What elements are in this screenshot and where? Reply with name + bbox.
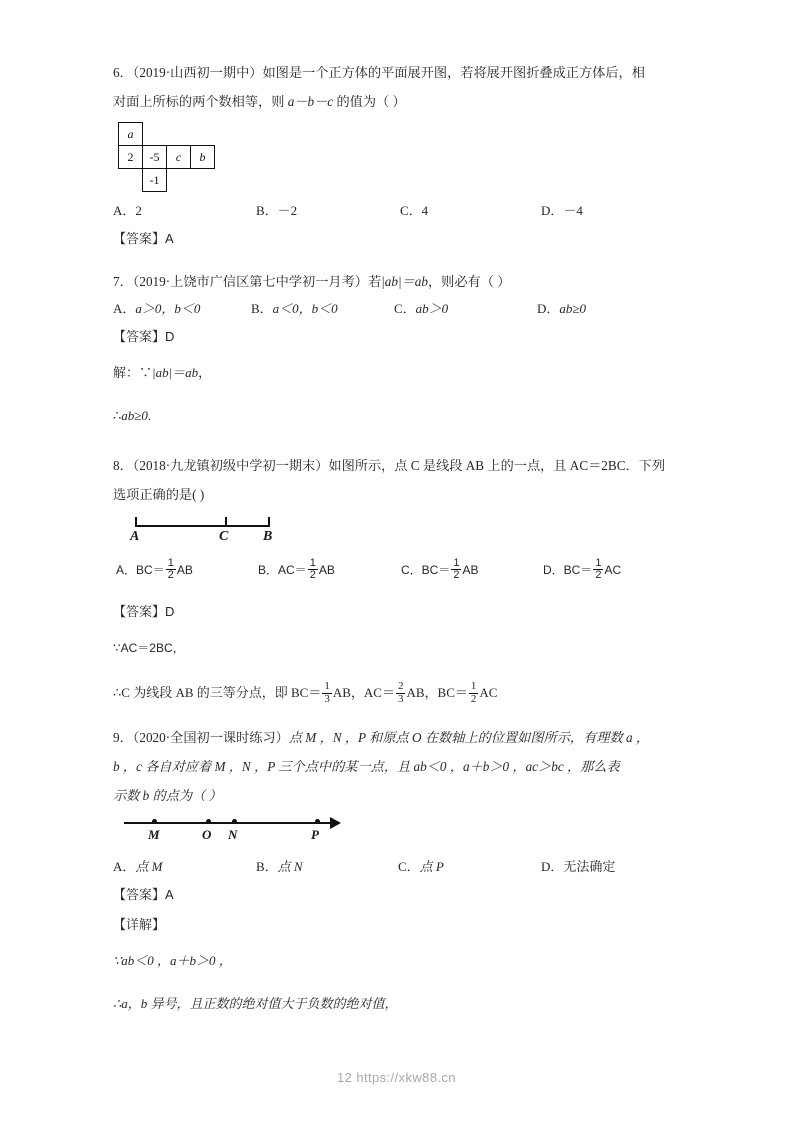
- q7-sol1-post: ，: [198, 365, 212, 380]
- q8-option-c-den: 2: [453, 569, 460, 582]
- segment-label-a: A: [130, 529, 140, 544]
- q7-option-c-key: C．: [394, 301, 416, 316]
- q7-sol2-pre: ∴: [113, 408, 122, 423]
- q7-answer-label: 【答案】: [113, 329, 166, 344]
- q7-stem: [113, 267, 683, 296]
- number-line-label-n: N: [228, 827, 238, 842]
- number-line-label-m: M: [148, 827, 160, 842]
- q8-sol1-text: ∵AC＝2BC，: [113, 641, 185, 655]
- number-line-arrow-icon: [330, 817, 341, 829]
- q6-option-a-key: A．: [113, 203, 136, 218]
- q9-option-b[interactable]: [256, 854, 303, 880]
- q6-option-c-value: 4: [421, 203, 429, 218]
- q8-options: [113, 557, 683, 591]
- q9-option-c-key: C．: [398, 859, 420, 874]
- q9-answer-value: A: [165, 887, 174, 902]
- q7-option-b-value: a＜0，b＜0: [272, 301, 338, 316]
- q7-option-d[interactable]: [537, 296, 586, 322]
- q8-stem-line2: [113, 480, 683, 509]
- q8-sol2-fraction-3: [469, 681, 479, 705]
- q8-sol2-mid1: AB，AC＝: [332, 685, 395, 700]
- q9-option-d[interactable]: [541, 854, 615, 880]
- q8-sol2-end: AC: [479, 685, 498, 700]
- q8-option-d-lhs: BC＝: [563, 563, 593, 577]
- q9-option-c-value: 点 P: [419, 859, 444, 874]
- q8-stem: [113, 451, 683, 480]
- q8-sol2-f2-den: 3: [397, 692, 404, 705]
- q8-sol2-f2-num: 2: [397, 679, 404, 692]
- segment-label-b: B: [263, 529, 273, 544]
- q8-sol2-mid2: AB，BC＝: [406, 685, 468, 700]
- q9-stem-line2: [113, 752, 683, 781]
- q6-stem: [113, 58, 683, 87]
- q6-option-a[interactable]: [113, 198, 142, 224]
- q8-option-d[interactable]: [543, 557, 621, 583]
- cube-cell-row-0: 2: [118, 145, 143, 169]
- q8-sol2-f1-num: 1: [324, 679, 330, 692]
- q9-detail-line1-text: ∵ab＜0 ，a＋b＞0 ，: [113, 953, 232, 968]
- q9-option-b-value: 点 N: [277, 859, 303, 874]
- q9-dot: ．: [119, 730, 133, 745]
- q8-option-d-num: 1: [595, 556, 602, 569]
- q7-dot: ．: [119, 274, 133, 289]
- q6-cube-net-figure: [118, 122, 238, 194]
- q8-sol2-pre: ∴C 为线段 AB 的三等分点，即 BC＝: [113, 685, 322, 700]
- q8-sol2-fraction-2: [396, 681, 406, 705]
- q8-body-line2: 选项正确的是( ): [113, 487, 205, 502]
- q6-option-a-value: 2: [135, 203, 142, 218]
- q6-body-line2b: 的值为（ ）: [333, 94, 406, 109]
- q9-option-b-key: B．: [256, 859, 278, 874]
- q7-option-d-value: ab≥0: [559, 301, 587, 316]
- q9-body-line2: b ，c 各自对应着 M ，N ，P 三个点中的某一点，且 ab＜0 ，a＋b＞0 ，ac＞bc ，那么表: [113, 759, 620, 774]
- q9-option-a-value: 点 M: [135, 859, 163, 874]
- q8-dot: ．: [119, 458, 133, 473]
- q8-option-a-num: 1: [167, 556, 174, 569]
- q7-option-a[interactable]: [113, 296, 200, 322]
- number-line-dot-n: [232, 819, 237, 824]
- question-9: [113, 723, 683, 1019]
- q9-stem: [113, 723, 683, 752]
- q9-option-c[interactable]: [398, 854, 444, 880]
- q9-answer: [113, 880, 683, 910]
- q6-option-b-key: B．: [256, 203, 278, 218]
- q8-answer-label: 【答案】: [113, 604, 166, 619]
- q8-option-c[interactable]: [401, 557, 478, 583]
- q9-source: （2020·全国初一课时练习）: [132, 730, 289, 745]
- cube-cell-row-2: c: [166, 145, 191, 169]
- q9-body-line3: 示数 b 的点为（ ）: [113, 788, 222, 803]
- page-content: [113, 58, 683, 1019]
- q8-option-b[interactable]: [258, 557, 335, 583]
- q9-number-line-figure: [119, 812, 359, 852]
- q8-option-d-rhs: AC: [604, 563, 622, 577]
- q8-body-line1: 如图所示，点 C 是线段 AB 上的一点，且 AC＝2BC．下列: [328, 458, 666, 473]
- spacer-q8-sol2: [113, 663, 683, 676]
- number-line-dot-o: [206, 819, 211, 824]
- question-8: [113, 451, 683, 710]
- q8-option-b-rhs: AB: [318, 563, 335, 577]
- q7-option-a-value: a＞0，b＜0: [135, 301, 201, 316]
- q7-number: 7: [113, 274, 120, 289]
- q6-body-math: a－b－c: [287, 94, 334, 109]
- q7-answer-value: D: [165, 329, 175, 344]
- q9-answer-label: 【答案】: [113, 887, 166, 902]
- segment-tick-c: [225, 517, 227, 527]
- q6-answer-value: A: [165, 231, 174, 246]
- q8-option-b-den: 2: [309, 569, 316, 582]
- q6-answer: [113, 224, 683, 254]
- page-footer: [0, 1070, 793, 1085]
- q9-body-line1: 点 M ，N ，P 和原点 O 在数轴上的位置如图所示，有理数 a ，: [288, 730, 650, 745]
- q6-answer-label: 【答案】: [113, 231, 166, 246]
- q9-option-d-value: 无法确定: [563, 859, 616, 874]
- q6-option-c[interactable]: [400, 198, 428, 224]
- q7-sol2-math: ab≥0: [121, 408, 148, 423]
- q7-source: （2019·上饶市广信区第七中学初一月考）: [132, 274, 368, 289]
- q6-body-line1: 如图是一个正方体的平面展开图，若将展开图折叠成正方体后，相: [262, 65, 645, 80]
- spacer-q7-sol2: [113, 388, 683, 401]
- spacer-after-q6: [113, 254, 683, 267]
- q7-sol1-math: |ab|＝ab: [152, 365, 199, 380]
- q8-option-b-fraction: [308, 558, 318, 582]
- q6-source: （2019·山西初一期中）: [132, 65, 263, 80]
- q7-body-math: |ab|＝ab: [381, 274, 428, 289]
- q8-option-a-lhs: BC＝: [136, 563, 165, 577]
- q8-option-a-rhs: AB: [176, 563, 193, 577]
- q9-detail-label-row: [113, 910, 683, 940]
- q8-answer-value: D: [165, 604, 175, 619]
- q8-option-c-key: C．: [401, 563, 422, 577]
- q7-option-a-key: A．: [113, 301, 136, 316]
- number-line-label-o: O: [202, 827, 212, 842]
- q7-sol2-post: .: [147, 408, 152, 423]
- q8-option-d-fraction: [593, 558, 603, 582]
- q6-option-b-value: －2: [277, 203, 298, 218]
- q8-sol2-f3-den: 2: [470, 692, 477, 705]
- q8-option-b-key: B．: [258, 563, 279, 577]
- q8-sol2-f3-num: 1: [470, 679, 477, 692]
- q8-solution-line-1: [113, 633, 683, 663]
- q7-options: [113, 296, 683, 322]
- segment-line: [135, 525, 270, 527]
- q7-body-b: ，则必有（ ）: [427, 274, 511, 289]
- q9-detail-line2-text: ∴a，b 异号，且正数的绝对值大于负数的绝对值，: [113, 996, 398, 1011]
- question-7: [113, 267, 683, 431]
- q9-detail-line-1: [113, 946, 683, 976]
- cube-cell-bottom: -1: [142, 168, 167, 192]
- q9-detail-label: 【详解】: [113, 917, 166, 932]
- q7-answer: [113, 322, 683, 352]
- q8-option-b-lhs: AC＝: [278, 563, 307, 577]
- q6-option-c-key: C．: [400, 203, 422, 218]
- q7-sol1-pre: 解：∵: [113, 365, 153, 380]
- q7-option-c[interactable]: [394, 296, 448, 322]
- q9-option-d-key: D．: [541, 859, 564, 874]
- q6-dot: ．: [119, 65, 133, 80]
- q9-number: 9: [113, 730, 120, 745]
- q9-option-a-key: A．: [113, 859, 136, 874]
- q9-stem-line3: [113, 781, 683, 810]
- q7-solution-line-1: [113, 358, 683, 388]
- cube-cell-top: a: [118, 122, 143, 146]
- q7-option-c-value: ab＞0: [415, 301, 449, 316]
- q8-option-c-rhs: AB: [462, 563, 479, 577]
- q8-option-a[interactable]: [116, 557, 193, 583]
- q8-option-c-lhs: BC＝: [421, 563, 451, 577]
- spacer-after-q8: [113, 710, 683, 723]
- number-line-label-p: P: [311, 827, 319, 842]
- q8-option-d-key: D．: [543, 563, 564, 577]
- q8-option-d-den: 2: [595, 569, 602, 582]
- segment-tick-b: [268, 517, 270, 527]
- cube-cell-row-3: b: [190, 145, 215, 169]
- q8-option-c-num: 1: [453, 556, 460, 569]
- footer-watermark: 12 https://xkw88.cn: [337, 1070, 456, 1085]
- q7-option-b[interactable]: [251, 296, 338, 322]
- cube-cell-row-1: -5: [142, 145, 167, 169]
- q8-option-a-den: 2: [167, 569, 174, 582]
- q9-options: [113, 854, 683, 880]
- q6-options: [113, 198, 683, 224]
- q6-option-d[interactable]: [541, 198, 583, 224]
- spacer-after-q7: [113, 431, 683, 451]
- q7-solution-line-2: [113, 401, 683, 431]
- q8-option-c-fraction: [451, 558, 461, 582]
- q8-sol2-fraction-1: [322, 681, 332, 705]
- q6-number: 6: [113, 65, 120, 80]
- q7-option-d-key: D．: [537, 301, 560, 316]
- q8-option-a-fraction: [166, 558, 176, 582]
- q8-number: 8: [113, 458, 120, 473]
- segment-tick-a: [135, 517, 137, 527]
- question-6: [113, 58, 683, 254]
- q9-option-a[interactable]: [113, 854, 162, 880]
- q6-stem-line2: [113, 87, 683, 116]
- number-line-dot-p: [315, 819, 320, 824]
- q7-body-a: 若: [367, 274, 382, 289]
- q8-solution-line-2: [113, 676, 683, 710]
- q8-option-a-key: A．: [116, 563, 137, 577]
- q8-option-b-num: 1: [309, 556, 316, 569]
- spacer-q9-d2: [113, 976, 683, 989]
- q8-source: （2018·九龙镇初级中学初一期末）: [132, 458, 329, 473]
- q9-detail-line-2: [113, 989, 683, 1019]
- q8-sol2-f1-den: 3: [324, 692, 330, 705]
- q6-option-d-key: D．: [541, 203, 564, 218]
- number-line-dot-m: [152, 819, 157, 824]
- q8-answer: [113, 597, 683, 627]
- q8-segment-figure: [119, 513, 299, 555]
- q6-body-line2a: 对面上所标的两个数相等，则: [113, 94, 288, 109]
- q6-option-b[interactable]: [256, 198, 297, 224]
- q6-option-d-value: －4: [563, 203, 583, 218]
- segment-label-c: C: [219, 529, 229, 544]
- q7-option-b-key: B．: [251, 301, 273, 316]
